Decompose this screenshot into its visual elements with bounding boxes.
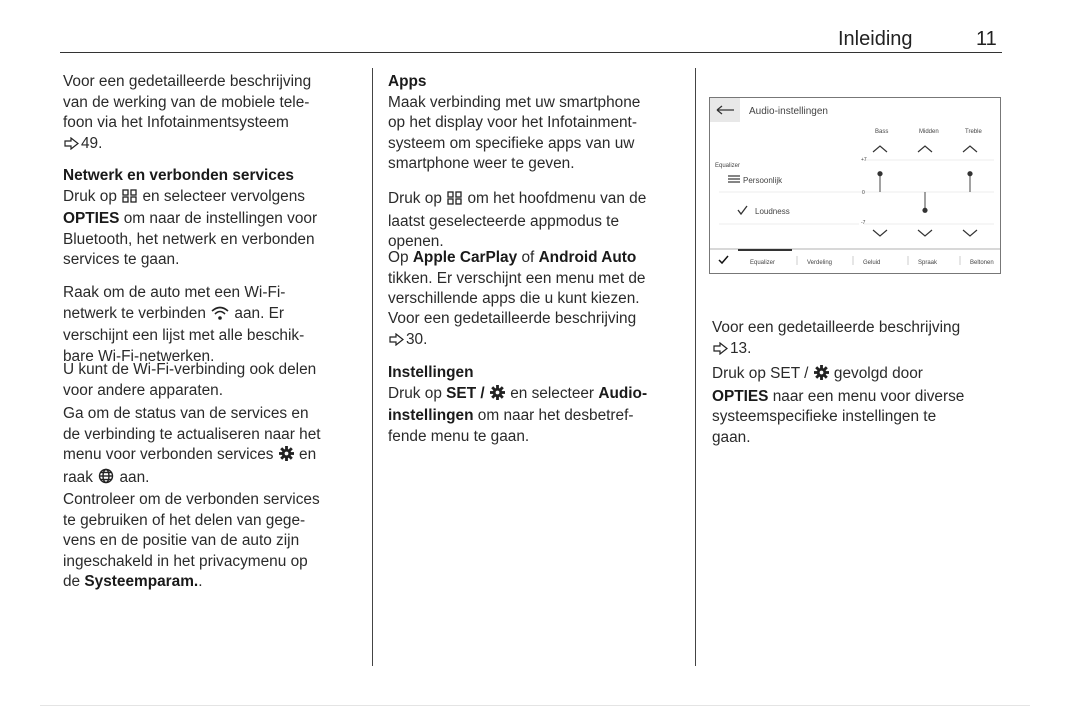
bold-text: Netwerk en verbonden services	[63, 167, 294, 184]
text-line	[712, 364, 964, 387]
text-line	[388, 384, 647, 407]
text-line	[63, 445, 321, 468]
text-line	[388, 134, 640, 155]
text-line	[63, 425, 321, 446]
text: en selecteer vervolgens	[138, 187, 305, 205]
paragraph	[712, 364, 964, 448]
text-line	[388, 248, 646, 269]
text: om het hoofdmenu van de	[463, 190, 647, 207]
text-line	[712, 318, 960, 339]
bold-text: Apps	[388, 73, 427, 90]
tab-beltonen[interactable]: Beltonen	[970, 260, 994, 266]
text-line	[712, 428, 964, 449]
text-line	[63, 360, 316, 381]
text: van de werking van de mobiele tele-	[63, 93, 310, 111]
text: en selecteer	[505, 384, 599, 402]
equalizer-label: Equalizer	[715, 163, 741, 169]
text: openen.	[388, 233, 444, 251]
gear-icon	[279, 446, 294, 468]
text-line	[63, 250, 317, 271]
active-tab-indicator	[738, 249, 792, 251]
page-reference-arrow-icon	[389, 332, 405, 353]
text-line	[712, 387, 964, 408]
band-label: Bass	[875, 129, 889, 135]
paragraph	[712, 318, 960, 361]
text: tikken. Er verschijnt een menu met de	[388, 269, 646, 287]
tab-verdeling[interactable]: Verdeling	[807, 260, 833, 266]
text: services te gaan.	[63, 251, 180, 269]
text: te gebruiken of het delen van gege-	[63, 511, 306, 529]
text-line	[63, 134, 311, 157]
text-line	[388, 427, 647, 448]
text-line	[63, 93, 311, 114]
paragraph	[63, 72, 311, 156]
text: Voor een gedetailleerde beschrijving	[63, 73, 312, 90]
home-grid-icon	[447, 191, 462, 212]
text: Bluetooth, het netwerk en verbonden	[63, 230, 315, 248]
tab-geluid[interactable]: Geluid	[863, 260, 881, 266]
text-line	[63, 187, 317, 210]
text-line	[63, 113, 311, 134]
bold-text: OPTIES	[712, 387, 769, 405]
text: bare Wi-Fi-netwerken.	[63, 347, 215, 365]
paragraph	[388, 248, 646, 310]
text-line	[388, 212, 646, 233]
text: en	[294, 446, 317, 464]
text-line	[388, 309, 636, 330]
text: systeemspecifieke instellingen te	[712, 408, 937, 426]
text: Druk op	[388, 384, 447, 402]
text: gevolgd door	[829, 365, 923, 382]
scale-min: -7	[861, 220, 866, 226]
tab-spraak[interactable]: Spraak	[918, 260, 938, 266]
text-line	[63, 572, 320, 593]
gear-icon	[814, 365, 829, 387]
text: verschijnt een lijst met alle beschik-	[63, 327, 305, 345]
paragraph	[388, 363, 647, 447]
text-line	[63, 381, 316, 402]
bold-text: Systeemparam.	[84, 573, 199, 591]
globe-icon	[98, 468, 114, 491]
text: vens en de positie van de auto zijn	[63, 532, 300, 550]
text: laatst geselecteerde appmodus te	[388, 212, 620, 230]
scale-zero: 0	[862, 190, 865, 196]
bold-text: Instellingen	[388, 364, 474, 381]
text: netwerk te verbinden	[63, 304, 211, 322]
text-line	[712, 407, 964, 428]
text: fende menu te gaan.	[388, 427, 530, 445]
text-line	[63, 326, 304, 347]
text: naar een menu voor diverse	[768, 387, 965, 405]
text: aan.	[115, 468, 150, 486]
text: Maak verbinding met uw smartphone	[388, 93, 641, 111]
text: .	[198, 573, 203, 591]
slider-handle-bass[interactable]	[877, 171, 882, 176]
text-line	[63, 230, 317, 251]
paragraph	[63, 360, 316, 401]
paragraph	[388, 72, 640, 175]
text-line	[712, 339, 960, 362]
page-number: 11	[976, 28, 997, 50]
audio-settings-screenshot	[709, 97, 1002, 275]
text-line	[63, 511, 320, 532]
text: voor andere apparaten.	[63, 381, 224, 399]
text: foon via het Infotainmentsysteem	[63, 114, 289, 132]
text: Druk op	[63, 187, 122, 205]
text: gaan.	[712, 428, 751, 446]
text: 13.	[730, 339, 752, 357]
bold-text: Android Auto	[538, 249, 637, 266]
paragraph	[63, 404, 321, 490]
text-line	[388, 330, 636, 353]
text: de	[63, 573, 85, 591]
text: of	[517, 249, 539, 266]
text-line	[388, 72, 640, 93]
text: verschillende apps die u kunt kiezen.	[388, 290, 640, 308]
home-grid-icon	[122, 189, 137, 210]
text: aan. Er	[230, 304, 285, 322]
text: om naar de instellingen voor	[119, 210, 318, 228]
bold-text: SET /	[446, 384, 489, 402]
text-line	[388, 93, 640, 114]
text: Druk op SET /	[712, 365, 813, 382]
text-line	[63, 166, 317, 187]
text-line	[63, 404, 321, 425]
header-rule	[60, 52, 1002, 53]
text-line	[388, 289, 646, 310]
page-reference-arrow-icon	[713, 341, 729, 362]
text: Druk op	[388, 190, 447, 207]
text: raak	[63, 468, 98, 486]
text: smartphone weer te geven.	[388, 155, 575, 173]
text: de verbinding te actualiseren naar het	[63, 425, 321, 443]
gear-icon	[490, 385, 505, 407]
text-line	[63, 552, 320, 573]
text: systeem om specifieke apps van uw	[388, 134, 635, 152]
text-line	[388, 154, 640, 175]
text: ingeschakeld in het privacymenu op	[63, 552, 308, 570]
bold-text: Apple CarPlay	[412, 249, 518, 266]
text-line	[388, 406, 647, 427]
text-line	[388, 269, 646, 290]
text-line	[63, 468, 321, 491]
bold-text: OPTIES	[63, 210, 120, 228]
text-line	[63, 304, 304, 327]
text: Voor een gedetailleerde beschrijving	[388, 310, 637, 327]
column-divider	[372, 68, 373, 666]
paragraph	[63, 283, 304, 367]
paragraph	[388, 189, 646, 253]
tab-equalizer[interactable]: Equalizer	[750, 260, 776, 266]
text: U kunt de Wi-Fi-verbinding ook delen	[63, 361, 317, 378]
paragraph	[63, 166, 317, 271]
text-line	[388, 189, 646, 212]
preset-selector[interactable]: Persoonlijk	[743, 176, 783, 185]
loudness-label: Loudness	[755, 207, 790, 216]
text: Op	[388, 249, 413, 266]
text: om naar het desbetref-	[473, 407, 634, 425]
text-line	[63, 490, 320, 511]
wifi-icon	[211, 306, 229, 327]
slider-handle-treble[interactable]	[967, 171, 972, 176]
slider-handle-midden[interactable]	[922, 208, 927, 213]
section-title: Inleiding	[838, 28, 913, 50]
text: op het display voor het Infotainment-	[388, 114, 637, 132]
screen-title: Audio-instellingen	[749, 106, 828, 117]
text: Ga om de status van de services en	[63, 405, 309, 422]
bold-text: Audio-	[598, 384, 648, 402]
scale-max: +7	[861, 157, 867, 163]
text: Raak om de auto met een Wi-Fi-	[63, 284, 286, 301]
text-line	[388, 363, 647, 384]
text: menu voor verbonden services	[63, 446, 278, 464]
paragraph	[388, 309, 636, 352]
column-divider	[695, 68, 696, 666]
page-reference-arrow-icon	[64, 136, 80, 157]
text-line	[388, 113, 640, 134]
text-line	[63, 283, 304, 304]
text: 30.	[406, 330, 428, 348]
text: Voor een gedetailleerde beschrijving	[712, 319, 961, 336]
band-label: Midden	[919, 129, 939, 135]
text: Controleer om de verbonden services	[63, 491, 320, 508]
text-line	[63, 531, 320, 552]
text-line	[63, 209, 317, 230]
text-line	[63, 72, 311, 93]
band-label: Treble	[965, 129, 982, 135]
text: 49.	[81, 134, 103, 152]
page-edge	[40, 705, 1030, 706]
bold-text: instellingen	[388, 407, 474, 425]
paragraph	[63, 490, 320, 593]
